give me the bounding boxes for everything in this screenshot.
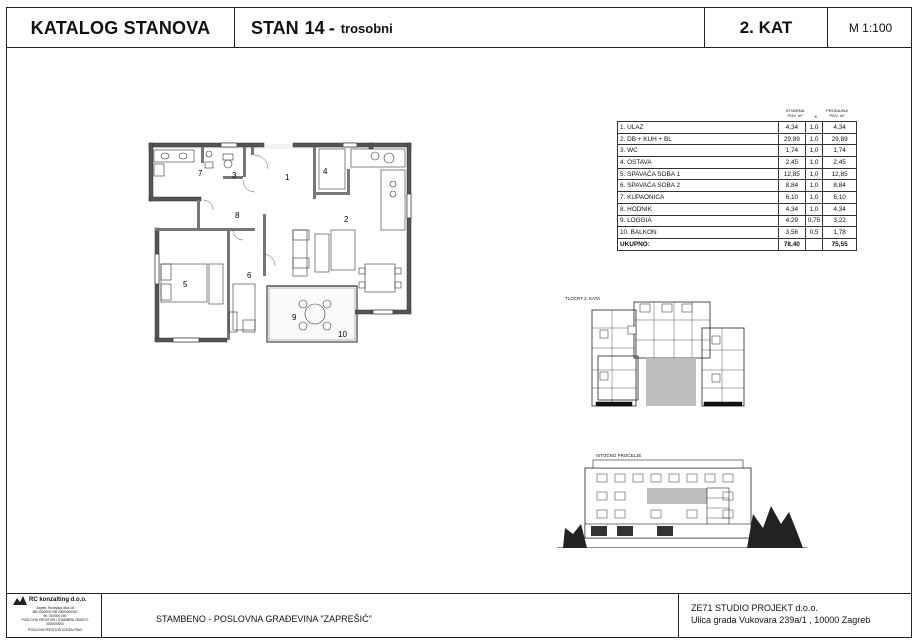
col-head-stvarna-2: POV. m² xyxy=(787,113,803,118)
logo-company-name: RC konzalting d.o.o. xyxy=(29,597,87,603)
table-total-row xyxy=(618,238,857,250)
cell-area: 78,40 xyxy=(778,238,805,250)
apartment-floor-plan xyxy=(143,134,419,349)
key-plan-drawing xyxy=(584,298,754,416)
cell-area: 4,29 xyxy=(778,215,805,227)
cell-area: 4,34 xyxy=(778,122,805,134)
project-name: STAMBENO - POSLOVNA GRAĐEVINA "ZAPREŠIĆ" xyxy=(102,594,679,637)
cell-coefficient: 1,0 xyxy=(805,133,822,145)
cell-room-name: 2. DB + KUH + BL xyxy=(618,133,779,145)
cell-sale-area: 12,85 xyxy=(823,168,857,180)
room-number-4: 4 xyxy=(323,167,328,176)
east-elevation-drawing xyxy=(557,458,807,548)
cell-sale-area: 75,55 xyxy=(823,238,857,250)
room-number-7: 7 xyxy=(198,169,203,178)
unit-dash: - xyxy=(328,17,335,38)
cell-room-name: 5. SPAVAĆA SOBA 1 xyxy=(618,168,779,180)
cell-area: 3,56 xyxy=(778,227,805,239)
table-row xyxy=(618,133,857,145)
scale-label: M 1:100 xyxy=(848,21,893,35)
cell-room-name: UKUPNO: xyxy=(618,238,779,250)
cell-room-name: 3. WC xyxy=(618,145,779,157)
room-number-10: 10 xyxy=(338,330,347,339)
cell-area: 2,45 xyxy=(778,157,805,169)
cell-sale-area: 8,84 xyxy=(823,180,857,192)
area-table xyxy=(617,108,857,251)
logo-line-2: MB 0000000 OIB 00000000000 xyxy=(32,610,78,614)
logo-line-6: POSLOVNI PROSTOR KONZALTING xyxy=(28,628,82,632)
table-row xyxy=(618,157,857,169)
cell-room-name: 4. OSTAVA xyxy=(618,157,779,169)
room-number-3: 3 xyxy=(232,171,237,180)
cell-coefficient: 1,0 xyxy=(805,157,822,169)
cell-room-name: 10. BALKON xyxy=(618,227,779,239)
unit-label: STAN xyxy=(251,17,299,38)
title-block-header xyxy=(7,8,911,48)
col-head-prodajna xyxy=(820,108,854,118)
cell-sale-area: 2,45 xyxy=(823,157,857,169)
cell-coefficient: 1,0 xyxy=(805,192,822,204)
cell-coefficient: 0,5 xyxy=(805,227,822,239)
elevation-label: ISTOČNO PROČELJE xyxy=(596,453,642,458)
cell-room-name: 1. ULAZ xyxy=(618,122,779,134)
cell-coefficient xyxy=(805,238,822,250)
cell-room-name: 7. KUPAONICA xyxy=(618,192,779,204)
logo-line-5: 0000000000 xyxy=(46,622,64,626)
cell-coefficient: 1,0 xyxy=(805,145,822,157)
logo-line-3: tel. 01/0000 000 xyxy=(43,614,67,618)
company-logo-icon xyxy=(13,596,27,605)
cell-area: 1,74 xyxy=(778,145,805,157)
catalog-title: KATALOG STANOVA xyxy=(7,8,235,48)
designer-logo-block xyxy=(7,594,102,637)
cell-area: 29,89 xyxy=(778,133,805,145)
room-number-5: 5 xyxy=(183,280,188,289)
cell-sale-area: 1,78 xyxy=(823,227,857,239)
col-head-prodajna-2: POV. m² xyxy=(829,113,845,118)
cell-sale-area: 6,10 xyxy=(823,192,857,204)
architect-company-name: ZE71 STUDIO PROJEKT d.o.o. xyxy=(691,603,818,613)
room-number-9: 9 xyxy=(292,313,297,322)
keyplan-label: TLOCRT 2. KATA xyxy=(565,296,601,301)
cell-sale-area: 4,34 xyxy=(823,122,857,134)
unit-type: trosobni xyxy=(340,20,393,36)
cell-room-name: 8. HODNIK xyxy=(618,203,779,215)
cell-coefficient: 1,0 xyxy=(805,180,822,192)
table-row xyxy=(618,215,857,227)
catalog-sheet xyxy=(6,7,912,638)
table-row xyxy=(618,168,857,180)
cell-sale-area: 4,34 xyxy=(823,203,857,215)
cell-room-name: 6. SPAVAĆA SOBA 2 xyxy=(618,180,779,192)
room-number-2: 2 xyxy=(344,215,349,224)
unit-number: 14 xyxy=(304,17,325,38)
col-head-k: K xyxy=(814,114,818,119)
cell-sale-area: 1,74 xyxy=(823,145,857,157)
table-row xyxy=(618,192,857,204)
room-number-8: 8 xyxy=(235,211,240,220)
area-table-body xyxy=(618,122,857,251)
table-row xyxy=(618,203,857,215)
cell-area: 4,34 xyxy=(778,203,805,215)
table-row xyxy=(618,122,857,134)
table-row xyxy=(618,145,857,157)
area-table-grid xyxy=(617,121,857,251)
floor-label: 2. KAT xyxy=(705,8,828,48)
logo-line-4: POSLOVNI PROSTORI I STAMBENI OBJEKTI xyxy=(21,618,89,622)
architect-company xyxy=(679,594,911,637)
cell-coefficient: 1,0 xyxy=(805,168,822,180)
table-row xyxy=(618,180,857,192)
room-number-1: 1 xyxy=(285,173,290,182)
cell-area: 12,85 xyxy=(778,168,805,180)
area-table-column-headers xyxy=(617,108,857,121)
cell-sale-area: 29,89 xyxy=(823,133,857,145)
logo-line-1: Zagreb, Rovinjska ulica 18 xyxy=(36,606,74,610)
room-number-6: 6 xyxy=(247,271,252,280)
cell-coefficient: 1,0 xyxy=(805,122,822,134)
architect-company-address: Ulica grada Vukovara 239a/1 , 10000 Zagreb xyxy=(691,615,871,625)
cell-area: 8,84 xyxy=(778,180,805,192)
cell-area: 6,10 xyxy=(778,192,805,204)
table-row xyxy=(618,227,857,239)
title-block-footer xyxy=(7,593,911,637)
cell-sale-area: 3,22 xyxy=(823,215,857,227)
col-head-stvarna-1: STVARNA xyxy=(785,108,805,113)
cell-room-name: 9. LOGGIA xyxy=(618,215,779,227)
cell-coefficient: 0,75 xyxy=(805,215,822,227)
col-head-stvarna xyxy=(781,108,809,118)
col-head-prodajna-1: PRODAJNA xyxy=(826,108,848,113)
unit-title xyxy=(235,8,705,48)
cell-coefficient: 1,0 xyxy=(805,203,822,215)
